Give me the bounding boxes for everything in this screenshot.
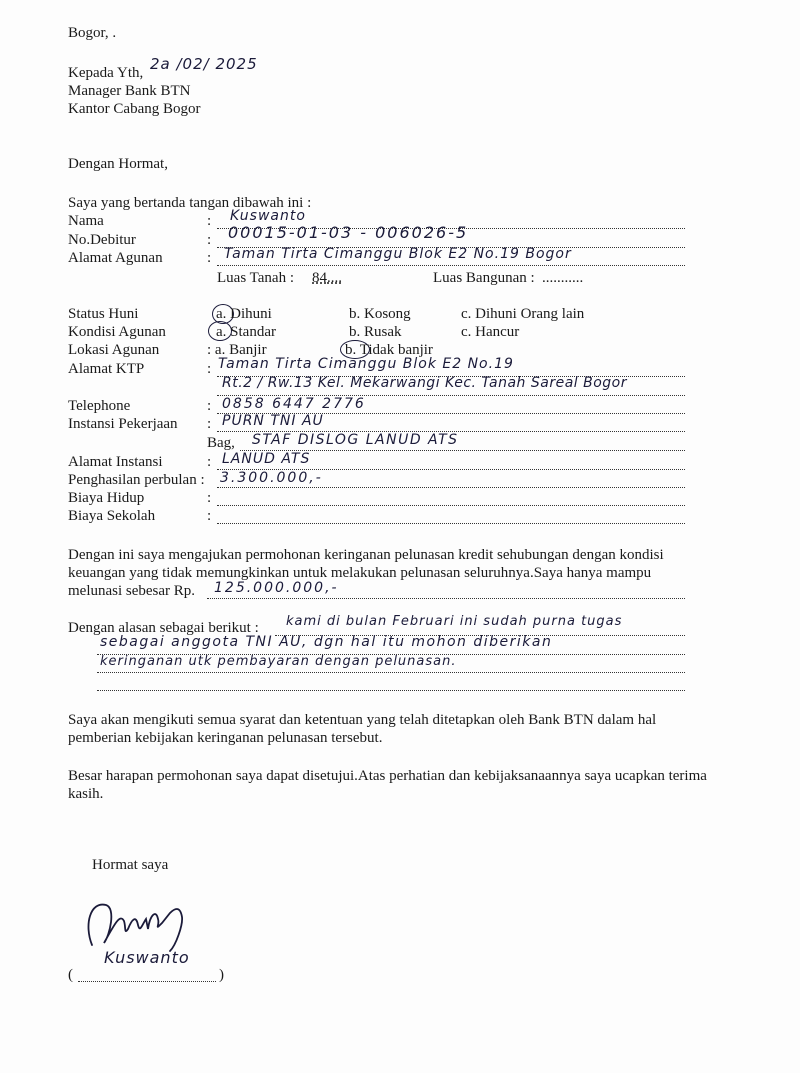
luas-tanah-suffix: ....: [327, 270, 342, 286]
colon: :: [207, 250, 212, 266]
signer-name: Kuswanto: [104, 948, 190, 967]
penghasilan-line: [217, 487, 685, 488]
terms-paragraph: Saya akan mengikuti semua syarat dan ketentuan yang telah ditetapkan oleh Bank BTN dalam hal pemberian kebijakan keringanan pelunasan tersebut.: [68, 712, 657, 746]
amount-line: [207, 598, 685, 599]
kondisi-agunan-option-a: a. Standar: [216, 324, 276, 340]
kondisi-agunan-label: Kondisi Agunan: [68, 324, 166, 340]
reason-value-3: keringanan utk pembayaran dengan pelunasan.: [100, 654, 457, 669]
telephone-value: 0858 6447 2776: [222, 396, 366, 412]
request-paragraph: Dengan ini saya mengajukan permohonan keringanan pelunasan kredit sehubungan dengan kondisi keuangan yang tidak memungkinkan untuk melakukan pelunasan seluruhnya.Saya hanya mampu: [68, 547, 664, 581]
alamat-ktp-label: Alamat KTP: [68, 361, 145, 377]
bracket-open: (: [68, 967, 73, 983]
penghasilan-value: 3.300.000,-: [220, 470, 323, 486]
colon: :: [207, 416, 212, 432]
nama-value: Kuswanto: [230, 208, 306, 224]
alamat-agunan-label: Alamat Agunan: [68, 250, 163, 266]
alamat-ktp-value-1: Taman Tirta Cimanggu Blok E2 No.19: [218, 356, 514, 372]
alamat-ktp-value-2: Rt.2 / Rw.13 Kel. Mekarwangi Kec. Tanah Sareal Bogor: [222, 375, 627, 391]
biaya-sekolah-line: [217, 523, 685, 524]
bag-value: STAF DISLOG LANUD ATS: [252, 432, 459, 448]
date-handwritten: 2a /02/ 2025: [150, 55, 258, 73]
place-date: Bogor, .: [68, 25, 117, 41]
bracket-close: ): [219, 967, 224, 983]
bag-label: Bag,: [207, 435, 235, 451]
colon: :: [207, 361, 212, 377]
signer-name-line: [78, 981, 216, 982]
status-huni-label: Status Huni: [68, 306, 139, 322]
instansi-label: Instansi Pekerjaan: [68, 416, 178, 432]
luas-tanah-number: 84: [312, 270, 327, 286]
status-huni-option-b: b. Kosong: [349, 306, 411, 322]
recipient-title: Manager Bank BTN: [68, 83, 191, 99]
luas-bangunan-value: ...........: [542, 270, 584, 286]
status-huni-option-c: c. Dihuni Orang lain: [461, 306, 585, 322]
colon: :: [207, 398, 212, 414]
colon: :: [207, 454, 212, 470]
no-debitur-value: 00015-01-03 - 006026-5: [228, 223, 469, 242]
status-huni-option-a: a. Dihuni: [216, 306, 272, 322]
telephone-label: Telephone: [68, 398, 131, 414]
reason-value-2: sebagai anggota TNI AU, dgn hal itu mohon diberikan: [100, 634, 553, 650]
alamat-agunan-line: [217, 265, 685, 266]
instansi-value: PURN TNI AU: [222, 413, 324, 429]
lokasi-agunan-option-a: : a. Banjir: [207, 342, 267, 358]
luas-bangunan-label: Luas Bangunan :: [433, 270, 535, 286]
colon: :: [207, 232, 212, 248]
colon: :: [207, 490, 212, 506]
amount-label: melunasi sebesar Rp.: [68, 583, 196, 599]
biaya-hidup-line: [217, 505, 685, 506]
colon: :: [207, 508, 212, 524]
alamat-agunan-value: Taman Tirta Cimanggu Blok E2 No.19 Bogor: [224, 246, 572, 262]
penghasilan-label: Penghasilan perbulan :: [68, 472, 205, 488]
signature: [84, 895, 204, 955]
biaya-hidup-label: Biaya Hidup: [68, 490, 145, 506]
no-debitur-label: No.Debitur: [68, 232, 136, 248]
luas-tanah-value: [312, 269, 342, 287]
recipient-office: Kantor Cabang Bogor: [68, 101, 201, 117]
intro-line: Saya yang bertanda tangan dibawah ini :: [68, 195, 312, 211]
alamat-instansi-value: LANUD ATS: [222, 451, 311, 467]
signoff-label: Hormat saya: [92, 857, 169, 873]
lokasi-agunan-label: Lokasi Agunan: [68, 342, 160, 358]
alamat-instansi-label: Alamat Instansi: [68, 454, 163, 470]
kondisi-agunan-option-c: c. Hancur: [461, 324, 520, 340]
biaya-sekolah-label: Biaya Sekolah: [68, 508, 156, 524]
salutation: Dengan Hormat,: [68, 156, 168, 172]
reason-line-3: [97, 672, 685, 673]
colon: :: [207, 213, 212, 229]
amount-value: 125.000.000,-: [214, 580, 339, 596]
kondisi-agunan-option-b: b. Rusak: [349, 324, 402, 340]
reason-line-4: [97, 690, 685, 691]
closing-paragraph: Besar harapan permohonan saya dapat disetujui.Atas perhatian dan kebijaksanaannya saya ucapkan terima kasih.: [68, 768, 707, 802]
nama-label: Nama: [68, 213, 104, 229]
lokasi-agunan-option-b: b. Tidak banjir: [345, 342, 433, 358]
reason-label: Dengan alasan sebagai berikut :: [68, 620, 259, 636]
reason-value-1: kami di bulan Februari ini sudah purna tugas: [286, 614, 623, 629]
luas-tanah-label: Luas Tanah :: [217, 270, 294, 286]
to-label: Kepada Yth,: [68, 65, 144, 81]
